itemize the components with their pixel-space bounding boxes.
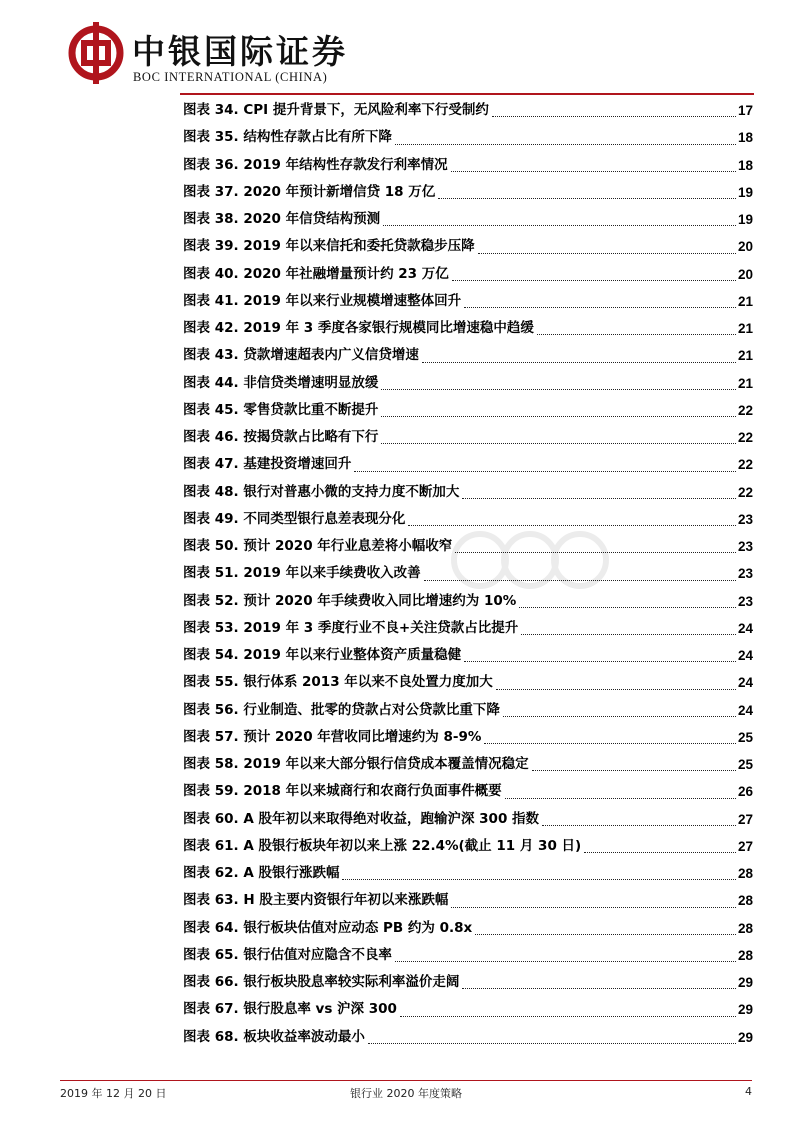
- toc-entry[interactable]: [183, 642, 753, 669]
- toc-entry-title: 图表 64. 银行板块估值对应动态 PB 约为 0.8x: [183, 919, 473, 936]
- toc-entry[interactable]: [183, 451, 753, 478]
- toc-dot-leader: [584, 851, 736, 853]
- toc-entry[interactable]: [183, 996, 753, 1023]
- toc-entry-page: 17: [737, 103, 753, 118]
- toc-entry-page: 28: [737, 866, 753, 881]
- toc-dot-leader: [408, 524, 736, 526]
- page-header: [0, 0, 800, 100]
- toc-entry-title: 图表 68. 板块收益率波动最小: [183, 1028, 365, 1045]
- toc-entry[interactable]: [183, 179, 753, 206]
- logo-english-name: BOC INTERNATIONAL (CHINA): [133, 70, 328, 84]
- boc-logo-icon: [68, 20, 124, 86]
- toc-entry-page: 26: [737, 784, 753, 800]
- toc-dot-leader: [438, 197, 736, 199]
- toc-dot-leader: [462, 987, 736, 989]
- toc-entry-page: 28: [737, 893, 753, 909]
- toc-entry[interactable]: [183, 778, 753, 805]
- toc-entry[interactable]: [183, 669, 753, 696]
- toc-entry-page: 22: [737, 430, 753, 445]
- toc-dot-leader: [484, 742, 736, 744]
- header-divider: [180, 93, 754, 95]
- toc-entry-title: 图表 50. 预计 2020 年行业息差将小幅收窄: [183, 538, 453, 554]
- toc-entry[interactable]: [183, 1024, 753, 1051]
- toc-dot-leader: [383, 224, 736, 226]
- toc-entry-title: 图表 37. 2020 年预计新增信贷 18 万亿: [183, 183, 436, 200]
- toc-entry-title: 图表 62. A 股银行涨跌幅: [183, 865, 340, 881]
- toc-dot-leader: [451, 906, 736, 908]
- toc-entry-title: 图表 54. 2019 年以来行业整体资产质量稳健: [183, 647, 462, 663]
- toc-entry-page: 29: [737, 1002, 753, 1018]
- toc-entry-page: 22: [737, 402, 753, 418]
- toc-entry-title: 图表 66. 银行板块股息率较实际利率溢价走阔: [183, 974, 460, 990]
- toc-dot-leader: [532, 769, 736, 771]
- toc-entry[interactable]: [183, 370, 753, 397]
- toc-dot-leader: [537, 333, 736, 335]
- toc-entry-page: 20: [737, 239, 753, 255]
- toc-entry[interactable]: [183, 206, 753, 233]
- toc-dot-leader: [368, 1042, 736, 1044]
- toc-entry[interactable]: [183, 915, 753, 942]
- toc-entry[interactable]: [183, 724, 753, 751]
- toc-dot-leader: [451, 170, 736, 172]
- toc-entry[interactable]: [183, 697, 753, 724]
- toc-entry[interactable]: [183, 397, 753, 424]
- toc-entry-title: 图表 63. H 股主要内资银行年初以来涨跌幅: [183, 892, 449, 909]
- footer-report-title: 银行业 2020 年度策略: [350, 1087, 462, 1100]
- toc-entry-title: 图表 48. 银行对普惠小微的支持力度不断加大: [183, 483, 460, 500]
- toc-entry[interactable]: [183, 506, 753, 533]
- toc-entry[interactable]: [183, 424, 753, 451]
- toc-entry-title: 图表 61. A 股银行板块年初以来上涨 22.4%(截止 11 月 30 日): [183, 837, 582, 854]
- toc-entry-title: 图表 41. 2019 年以来行业规模增速整体回升: [183, 292, 462, 309]
- toc-dot-leader: [381, 442, 736, 444]
- toc-entry-title: 图表 60. A 股年初以来取得绝对收益，跑输沪深 300 指数: [183, 810, 540, 827]
- toc-entry-title: 图表 51. 2019 年以来手续费收入改善: [183, 565, 421, 582]
- toc-dot-leader: [455, 551, 736, 553]
- toc-entry[interactable]: [183, 751, 753, 778]
- toc-dot-leader: [505, 797, 736, 799]
- toc-dot-leader: [475, 933, 736, 935]
- toc-entry[interactable]: [183, 152, 753, 179]
- toc-entry[interactable]: [183, 969, 753, 996]
- footer-date: 2019 年 12 月 20 日: [60, 1087, 167, 1100]
- toc-entry-page: 21: [737, 321, 753, 336]
- toc-entry-title: 图表 44. 非信贷类增速明显放缓: [183, 374, 379, 391]
- toc-entry-title: 图表 67. 银行股息率 vs 沪深 300: [183, 1001, 397, 1018]
- toc-entry-page: 22: [737, 484, 753, 500]
- toc-entry-page: 21: [737, 348, 753, 364]
- toc-entry-page: 23: [737, 511, 753, 527]
- toc-entry-page: 24: [737, 648, 753, 663]
- toc-entry-page: 25: [737, 729, 753, 745]
- toc-entry-title: 图表 40. 2020 年社融增量预计约 23 万亿: [183, 265, 449, 282]
- toc-entry-page: 19: [737, 212, 753, 227]
- toc-entry-title: 图表 42. 2019 年 3 季度各家银行规模同比增速稳中趋缓: [183, 320, 534, 336]
- toc-dot-leader: [354, 470, 736, 472]
- toc-entry-page: 28: [737, 920, 753, 936]
- toc-entry-page: 28: [737, 947, 753, 963]
- toc-dot-leader: [521, 633, 736, 635]
- toc-dot-leader: [492, 115, 736, 117]
- toc-entry-page: 23: [737, 539, 753, 554]
- toc-dot-leader: [542, 824, 736, 826]
- toc-dot-leader: [503, 715, 736, 717]
- toc-dot-leader: [381, 415, 736, 417]
- toc-entry-page: 21: [737, 375, 753, 391]
- toc-entry-title: 图表 59. 2018 年以来城商行和农商行负面事件概要: [183, 783, 502, 800]
- toc-entry[interactable]: [183, 342, 753, 369]
- toc-entry-title: 图表 38. 2020 年信贷结构预测: [183, 211, 381, 227]
- toc-entry-title: 图表 34. CPI 提升背景下，无风险利率下行受制约: [183, 102, 489, 118]
- toc-dot-leader: [395, 143, 736, 145]
- toc-entry-title: 图表 35. 结构性存款占比有所下降: [183, 129, 392, 146]
- toc-entry-page: 24: [737, 702, 753, 718]
- toc-dot-leader: [519, 606, 736, 608]
- toc-entry-title: 图表 43. 贷款增速超表内广义信贷增速: [183, 347, 419, 364]
- toc-entry-page: 27: [737, 838, 753, 854]
- toc-dot-leader: [478, 252, 736, 254]
- toc-entry-title: 图表 49. 不同类型银行息差表现分化: [183, 510, 406, 527]
- toc-entry-title: 图表 39. 2019 年以来信托和委托贷款稳步压降: [183, 238, 475, 255]
- toc-entry-page: 23: [737, 593, 753, 609]
- toc-entry-title: 图表 45. 零售贷款比重不断提升: [183, 401, 379, 418]
- toc-entry[interactable]: [183, 233, 753, 260]
- toc-entry-title: 图表 36. 2019 年结构性存款发行利率情况: [183, 156, 448, 173]
- toc-entry-page: 29: [737, 1029, 753, 1045]
- toc-entry-page: 21: [737, 293, 753, 309]
- toc-dot-leader: [342, 878, 736, 880]
- page-footer: [60, 1085, 752, 1101]
- toc-entry-title: 图表 56. 行业制造、批零的贷款占对公贷款比重下降: [183, 701, 500, 718]
- toc-entry[interactable]: [183, 288, 753, 315]
- toc-entry-page: 18: [737, 130, 753, 146]
- toc-dot-leader: [464, 660, 736, 662]
- toc-entry[interactable]: [183, 315, 753, 342]
- toc-entry[interactable]: [183, 124, 753, 151]
- toc-dot-leader: [422, 361, 736, 363]
- toc-dot-leader: [452, 279, 736, 281]
- toc-entry-page: 25: [737, 757, 753, 772]
- toc-entry-title: 图表 47. 基建投资增速回升: [183, 456, 352, 473]
- toc-entry-page: 27: [737, 811, 753, 827]
- toc-entry[interactable]: [183, 860, 753, 887]
- toc-entry-page: 20: [737, 266, 753, 282]
- toc-entry[interactable]: [183, 588, 753, 615]
- toc-entry-title: 图表 58. 2019 年以来大部分银行信贷成本覆盖情况稳定: [183, 756, 529, 772]
- toc-entry[interactable]: [183, 806, 753, 833]
- toc-entry-page: 18: [737, 157, 753, 173]
- toc-entry-title: 图表 65. 银行估值对应隐含不良率: [183, 946, 392, 963]
- toc-entry[interactable]: [183, 887, 753, 914]
- toc-dot-leader: [381, 388, 736, 390]
- toc-dot-leader: [400, 1015, 736, 1017]
- toc-entry-page: 24: [737, 675, 753, 691]
- toc-entry[interactable]: [183, 560, 753, 587]
- toc-entry-page: 24: [737, 620, 753, 636]
- toc-dot-leader: [424, 579, 736, 581]
- toc-dot-leader: [464, 306, 736, 308]
- toc-entry-title: 图表 52. 预计 2020 年手续费收入同比增速约为 10%: [183, 592, 517, 609]
- toc-entry[interactable]: [183, 533, 753, 560]
- toc-dot-leader: [462, 497, 736, 499]
- footer-divider: [60, 1080, 752, 1081]
- toc-entry-page: 19: [737, 184, 753, 200]
- toc-entry-page: 23: [737, 566, 753, 582]
- toc-entry[interactable]: [183, 833, 753, 860]
- toc-entry-title: 图表 55. 银行体系 2013 年以来不良处置力度加大: [183, 674, 493, 691]
- toc-entry-title: 图表 46. 按揭贷款占比略有下行: [183, 429, 379, 445]
- toc-entry[interactable]: [183, 615, 753, 642]
- toc-entry[interactable]: [183, 942, 753, 969]
- footer-page-number: 4: [745, 1085, 752, 1098]
- logo-chinese-name: 中银国际证券: [132, 32, 348, 71]
- toc-entry[interactable]: [183, 97, 753, 124]
- toc-entry[interactable]: [183, 479, 753, 506]
- figure-list: [183, 97, 753, 1051]
- toc-entry[interactable]: [183, 261, 753, 288]
- toc-entry-page: 29: [737, 975, 753, 990]
- toc-dot-leader: [395, 960, 736, 962]
- toc-entry-title: 图表 57. 预计 2020 年营收同比增速约为 8-9%: [183, 728, 482, 745]
- toc-entry-title: 图表 53. 2019 年 3 季度行业不良+关注贷款占比提升: [183, 619, 519, 636]
- toc-dot-leader: [496, 688, 736, 690]
- toc-entry-page: 22: [737, 457, 753, 473]
